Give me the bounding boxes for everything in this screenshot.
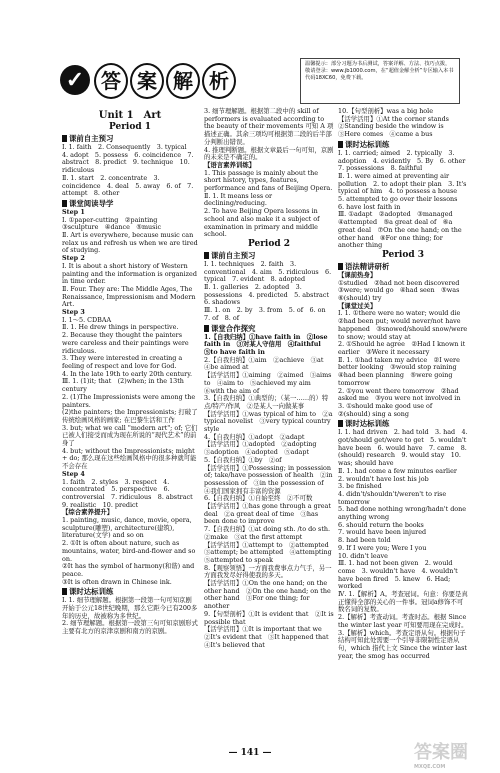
section-title: 课时达标训练 (345, 419, 390, 429)
answer-line: 6.【自我归纳】①自始至终 ②不可数 (204, 494, 313, 503)
page-number: — 141 — (228, 748, 272, 758)
section-marker-icon (204, 325, 209, 332)
answer-line: Ⅰ. 1. carried; aimed 2. typically 3. adoption 4. evidently 5. By 6. other 7. possessions 8. faithful (338, 148, 472, 173)
answer-line: 7.【自我归纳】①at doing sth. /to do sth. ②make ③at the first attempt (204, 525, 337, 541)
sub-heading: Step 1 (62, 207, 85, 216)
section-heading (338, 262, 468, 271)
section-heading (338, 140, 468, 149)
section-marker-icon (62, 200, 67, 207)
section-marker-icon (62, 588, 67, 595)
answer-line: 2. 细节理解题。根据第一段第三句可知京剧形式主要有北方的京津京剧和南方的京剧。 (62, 619, 198, 636)
section-heading (204, 251, 334, 260)
section-title: 课时达标训练 (345, 139, 390, 149)
watermark-sub: MXQE.COM (414, 764, 446, 770)
answer-analysis-title (60, 63, 260, 99)
section-heading (338, 419, 468, 428)
promo-notice: 温馨提示：部分习题为书后测试，答案详解、方法、技巧点拨，敬请登录：www.jb1000.com，在“超值金解全析”专区输入本书代码18XC60，免费下载。 (300, 58, 460, 104)
answer-line: 2. (1)The Impressionists were among the painters. (62, 392, 196, 409)
period-heading: Period 1 (108, 122, 152, 132)
watermark-text: 答案圈 (414, 742, 468, 763)
sub-heading: 【课堂过关】 (338, 301, 377, 310)
column-2 (204, 107, 339, 649)
answer-line: 2. ①It is often about nature, such as mountains, water, bird-and-flower and so on. (62, 539, 196, 563)
sub-heading: Step 2 (62, 254, 85, 263)
answer-line: ②It has the symbol of harmony(和谐) and peace. (62, 562, 195, 578)
section-title: 课时达标训练 (69, 587, 114, 597)
section-title: 语法精讲研析 (345, 261, 390, 271)
answer-line: 【活学活用】①On the one hand; on the other hand ②On the one hand; on the other hand ③For one thing; for another (204, 579, 331, 611)
section-marker-icon (338, 141, 343, 148)
section-title: 课堂合作探究 (211, 323, 256, 333)
check-icon: ✓ (60, 65, 90, 95)
answer-line: 4. In the late 19th to early 20th century. (62, 369, 193, 378)
unit-heading: Unit 1 Art (98, 110, 162, 121)
sub-heading: 【语言素养训练】 (204, 160, 256, 169)
answer-line: 5. had done nothing wrong/hadn't done anything wrong (338, 505, 467, 522)
answer-line: 【活学活用】①attempt to ②attempted ③attempt; be attempted ④attempting ⑤attempted to speak (204, 540, 339, 564)
answer-line: 2. ①you went there tomorrow ②had asked me ③you were not involved in (338, 386, 461, 403)
answer-line: 3.【解析】which。考查定语从句。根据句子结构可知此处需要一个引导非限制性定语从句，which 指代上文 Since the winter last year, the smog has occurred (338, 628, 467, 660)
sub-heading: 【综合素养提升】 (62, 508, 114, 517)
answer-line: Ⅱ. 1. were aimed at preventing air pollution 2. to adopt their plan 3. It's typical of him 4. to possess a house 5. attempted to go over their lessons 6. have lost faith in (338, 171, 467, 211)
answer-line: 2. Because they thought the painters were careless and their paintings were ridiculous. (62, 331, 189, 355)
answer-line: Ⅰ. 1. had driven 2. had told 3. had 4. got/should get/were to get 5. wouldn't have been 6. would have 7. came 8. (should) research 9. would stay 10. was; should have (338, 428, 468, 468)
answer-line: Ⅱ. Art is everywhere, because music can relax us and refresh us when we are tired of studying. (62, 231, 198, 255)
answer-line: Ⅱ. 1. He drew things in perspective. (62, 323, 179, 332)
sub-heading: Step 4 (62, 469, 85, 478)
answer-line: 3. They were interested in creating a feeling of respect and love for God. (62, 354, 183, 370)
section-title: 课前自主预习 (211, 250, 256, 260)
answer-line: Ⅳ. 1.【解析】A。考查冠词。句意：你要是真正懂得全部的关心的一件事。冠词a修饰不可数名词的复数。 (338, 590, 468, 614)
answer-line: 【活学活用】①It is important that we ②It's evident that ③It happened that ④It's believed that (204, 625, 335, 649)
answer-line: 4. 推理判断题。根据文章最后一句可知，京剧的未来是不确定的。 (204, 145, 334, 162)
answer-line: ③It is often drawn in Chinese ink. (62, 577, 172, 586)
sub-heading: Step 3 (62, 308, 85, 317)
section-heading (62, 134, 198, 143)
title-char: 析 (202, 63, 236, 99)
answer-line: 7. would have been injured (338, 528, 427, 537)
answer-line: Ⅰ. 1～5. CDBAA (62, 315, 112, 324)
section-marker-icon (338, 263, 343, 270)
sub-heading: 【课前热身】 (338, 270, 377, 279)
answer-line: 8. had been told (338, 536, 391, 545)
answer-line: 【活学活用】①At the corner stands ②Standing beside the window is ③Here comes ④came a bus (338, 114, 456, 139)
column-3 (338, 107, 472, 660)
answer-line: 8.【观察领悟】一方面我费事点力气手，另一方面我发尽好得使我的多天。 (204, 563, 332, 580)
title-chars (94, 63, 236, 99)
answer-line: 4.【自我归纳】①adopt ②adapt (204, 432, 305, 441)
answer-line: Ⅲ. 1. (1)it; that (2)when; in the 13th century (62, 377, 184, 394)
answer-line: Ⅱ. Four. They are: The Middle Ages, The Renaissance, Impressionism and Modern Art. (62, 284, 196, 309)
column-1 (62, 108, 198, 636)
title-char: 解 (166, 63, 200, 99)
answer-line: Ⅱ. 1. had come a few minutes earlier (338, 466, 457, 475)
answer-line: 1. This passage is mainly about the short history, types, features, performance and fans of Beijing Opera. (204, 168, 333, 193)
answer-line: 2. wouldn't have lost his job (338, 474, 429, 483)
section-marker-icon (338, 420, 343, 427)
answer-line: 3.【自我归纳】①典型的；（某一……的）特点/特产/作风 ②是某人一向做某事 (204, 394, 329, 410)
answer-line: 10.【句型剖析】was a big hole (338, 107, 433, 115)
answer-line: 10. didn't leave (338, 551, 388, 560)
answer-line: Ⅱ. 1. galleries 2. adopted 3. possessions 4. predicted 5. abstract 6. shadows (204, 283, 336, 307)
answer-line: Ⅲ. 1. had not been given 2. would come 3. wouldn't have 4. wouldn't have been fired 5. knew 6. Had; worked (338, 559, 458, 591)
answer-line: Ⅱ. 1. ①had taken my advice ②I were better looking ③would stop raining ④had been planning ⑤were going tomorrow (338, 355, 463, 387)
section-marker-icon (204, 252, 209, 259)
answer-line: Ⅰ. 1. ①there were no water; would die ②had been put; would never/not have happened ③snowed/should snow/were to snow; would stay at (338, 309, 468, 341)
answer-line: Ⅱ. 1. start 2. concentrate 3. coincidence 4. deal 5. away 6. of 7. attempt 8. other (62, 173, 194, 198)
answer-line: Ⅰ. 1. faith 2. Consequently 3. typical 4. adopt 5. possess 6. coincidence 7. abstract 8. predict 9. technique 10. ridiculous (62, 143, 194, 175)
answer-line: 9. If I were you; Were I you (338, 543, 427, 552)
answer-line: 9.【句型剖析】①It is evident that ②It is possible that (204, 609, 334, 626)
section-heading (204, 324, 334, 333)
sub-heading: 1.【自我归纳】①have faith in ②lose faith in ③对某人守信用 ④faithful ⑤to have faith in (204, 332, 328, 356)
answer-line: 1. faith 2. styles 3. respect 4. concentrated 5. perspective 6. controversial 7. ridiculous 8. abstract 9. realistic 10. predict (62, 477, 200, 509)
answer-line: Ⅲ. 1. on 2. by 3. from 5. of 6. on 7. of 8. of (204, 306, 332, 322)
answer-line: 2.【解析】考查动词。考查时态。根据 Since the winter last year 可知要用现在完成时。 (338, 613, 468, 629)
section-title: 课前自主预习 (69, 134, 114, 143)
answer-line: Ⅲ. ①adapt ②adopted ③managed ④attempted ⑤a great deal of ⑥a great deal ⑦On the one hand; on the other hand ⑧For one thing; for another thing (338, 210, 462, 250)
period-heading: Period 3 (381, 249, 425, 260)
answer-line: 5.【自我归纳】①by ②of (204, 455, 282, 464)
answer-line: 4. but; without the Impressionists; might + do; 那么现在这些绘画风格中的很多种就可能不会存在 (62, 446, 197, 471)
answer-line: 4. didn't/shouldn't/weren't to rise tomorrow (338, 489, 447, 506)
section-heading (62, 199, 198, 208)
answer-line: 【活学活用】①has gone through a great deal ②a great deal of time ③has been done to improve (204, 502, 331, 526)
answer-line: (2)the painters; the Impressionists; 打破了传统绘画风格的画家; 在巴黎生活和工作 (62, 408, 198, 424)
period-heading: Period 2 (247, 238, 291, 249)
answer-line: Ⅱ. 1. It means less or declining/reducing. (204, 191, 273, 208)
answer-line: 2.【自我归纳】①aim ②achieve ③at ④be aimed at (204, 355, 330, 372)
answer-line: 1. painting, music, dance, movie, opera, sculpture(雕塑), architecture(建筑), literature(文学) and so on (62, 516, 192, 540)
answer-line: Ⅰ. 1. techniques 2. faith 3. conventional 4. aim 5. ridiculous 6. typical 7. evident 8. adopted (204, 259, 332, 284)
title-char: 答 (94, 63, 128, 99)
section-marker-icon (62, 135, 67, 142)
answer-line: 【活学活用】①aiming ②aimed ③aims to ④aim to ⑤achieved my aim ⑥with the aim of (204, 371, 332, 395)
answer-line: 3. be finished (338, 482, 382, 491)
answer-line: Ⅰ. ①paper-cutting ②painting ③sculpture ④dance ⑤music (62, 215, 164, 232)
answer-line: 2. To have Beijing Opera lessons in school and also make it a subject of examination in primary and middle school. (204, 207, 320, 239)
answer-line: 3. ①should make good use of ②(should) sing a song (338, 401, 439, 418)
answer-line: 【活学活用】①was typical of him to ②a typical novelist ③very typical country style (204, 409, 333, 434)
section-title: 课堂阅读导学 (69, 198, 114, 208)
watermark-logo (414, 738, 490, 768)
answer-line: Ⅰ. It is about a short history of Western painting and the information is organized in time order. (62, 261, 197, 286)
answer-line: 【活学活用】①Possessing; in possession of; take/have possession of health ②in possession of ③in the possession of ④我们国家拥有丰富的资源 (204, 463, 333, 495)
answer-line: 2. ①Should he agree ②Had I known it earlier ③Were it necessary (338, 340, 466, 356)
title-char: 案 (130, 63, 164, 99)
answer-line: 6. should return the books (338, 520, 424, 529)
answer-line: 3. but; what we call "modern art"; of; 它们已被人们接受而成为现在所说的“现代艺术”的前身了 (62, 423, 198, 448)
answer-line: 【活学活用】①adopted ②adopting ③adoption ④adopted ⑤adapt (204, 440, 323, 457)
answer-line: Ⅰ. 1. 细节理解题。根据第一段第一句可知京剧开始于公元18世纪晚期，那么它距今已有200多年的历史，故被称为多世纪。 (62, 596, 198, 620)
answer-line: 3. 细节理解题。根据第二段中的 skill of performers is evaluated according to the beauty of their movements 可知 A 项描述正确。其余三项均可根据第二段的后半部分判断出错误。 (204, 107, 334, 146)
answer-line: ①studied ②had not been discovered ③were; would go ④had seen ⑤was ⑥(should) try (338, 278, 466, 303)
